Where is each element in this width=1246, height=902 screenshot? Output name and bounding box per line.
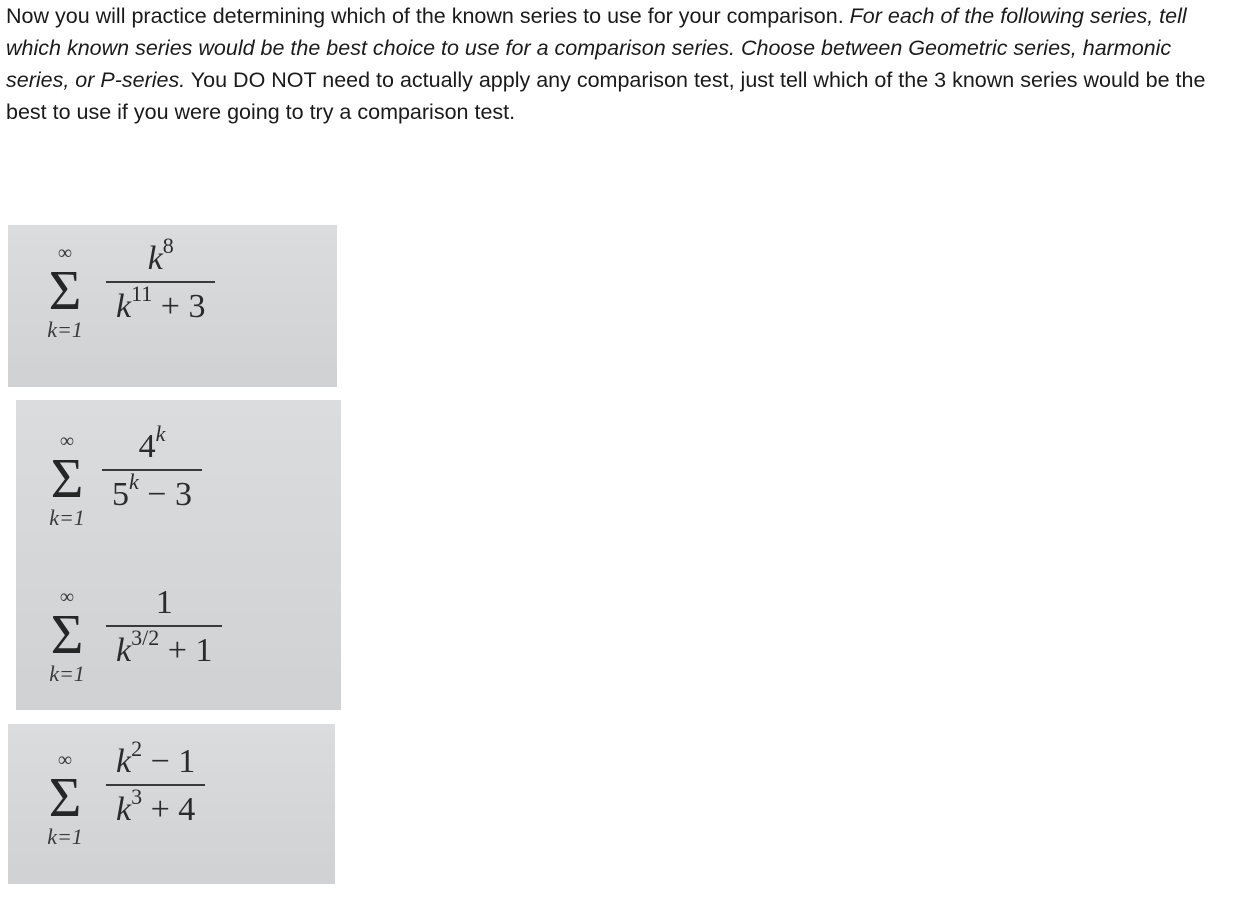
summation <box>36 431 98 529</box>
denominator-exponent: 3/2 <box>131 625 160 650</box>
lower-limit: k=1 <box>49 505 85 530</box>
upper-limit: ∞ <box>57 242 73 264</box>
numerator-base: 4 <box>138 428 156 465</box>
fraction <box>102 421 202 515</box>
upper-limit: ∞ <box>59 430 75 452</box>
summation <box>34 750 96 848</box>
numerator <box>106 583 222 625</box>
sigma-icon: Σ <box>48 767 82 829</box>
numerator <box>106 233 215 281</box>
denominator-base: 5 <box>112 476 129 513</box>
numerator-base: k <box>147 240 163 277</box>
denominator-tail: + 1 <box>159 632 213 669</box>
fraction <box>106 736 205 830</box>
upper-limit: ∞ <box>59 586 75 608</box>
denominator-exponent: 3 <box>131 784 143 809</box>
series-2 <box>22 405 332 567</box>
denominator-tail: + 4 <box>142 791 196 828</box>
numerator-base: 1 <box>155 584 173 621</box>
numerator <box>102 421 202 469</box>
denominator <box>106 283 215 327</box>
denominator-tail: + 3 <box>152 288 206 325</box>
lower-limit: k=1 <box>47 824 83 849</box>
series-4 <box>20 724 330 886</box>
series-3 <box>22 565 332 727</box>
summation <box>36 587 98 685</box>
sigma-icon: Σ <box>48 260 82 322</box>
numerator-exponent: k <box>155 421 166 446</box>
instructions-text <box>6 0 1231 128</box>
denominator <box>106 627 222 671</box>
sigma-icon: Σ <box>50 604 84 666</box>
lower-limit: k=1 <box>49 661 85 686</box>
denominator-exponent: k <box>129 469 139 494</box>
instructions-part-1: Now you will practice determining which of the known series to use for your comparison. <box>6 4 850 28</box>
denominator-exponent: 11 <box>131 281 153 306</box>
summation <box>34 243 96 341</box>
upper-limit: ∞ <box>57 749 73 771</box>
denominator-tail: − 3 <box>138 476 192 513</box>
numerator-exponent: 8 <box>162 233 174 258</box>
lower-limit: k=1 <box>47 317 83 342</box>
numerator-exponent: 2 <box>131 736 143 761</box>
series-1 <box>20 225 330 387</box>
fraction <box>106 233 215 327</box>
numerator-tail: − 1 <box>142 743 196 780</box>
instructions-part-2: For each of the following series, tell which known series would be the best choice to use for a comparison series. Choose between Geometric series, harmonic series, or P-series. <box>6 4 1187 92</box>
denominator <box>102 471 202 515</box>
denominator <box>106 786 205 830</box>
denominator-base: k <box>116 288 132 325</box>
instructions-part-3: You DO NOT need to actually apply any comparison test, just tell which of the 3 known series would be the best to use if you were going to try a comparison test. <box>6 68 1206 124</box>
denominator-base: k <box>116 632 132 669</box>
fraction <box>106 583 222 671</box>
numerator-base: k <box>116 743 132 780</box>
sigma-icon: Σ <box>50 448 84 510</box>
numerator <box>106 736 205 784</box>
denominator-base: k <box>116 791 132 828</box>
